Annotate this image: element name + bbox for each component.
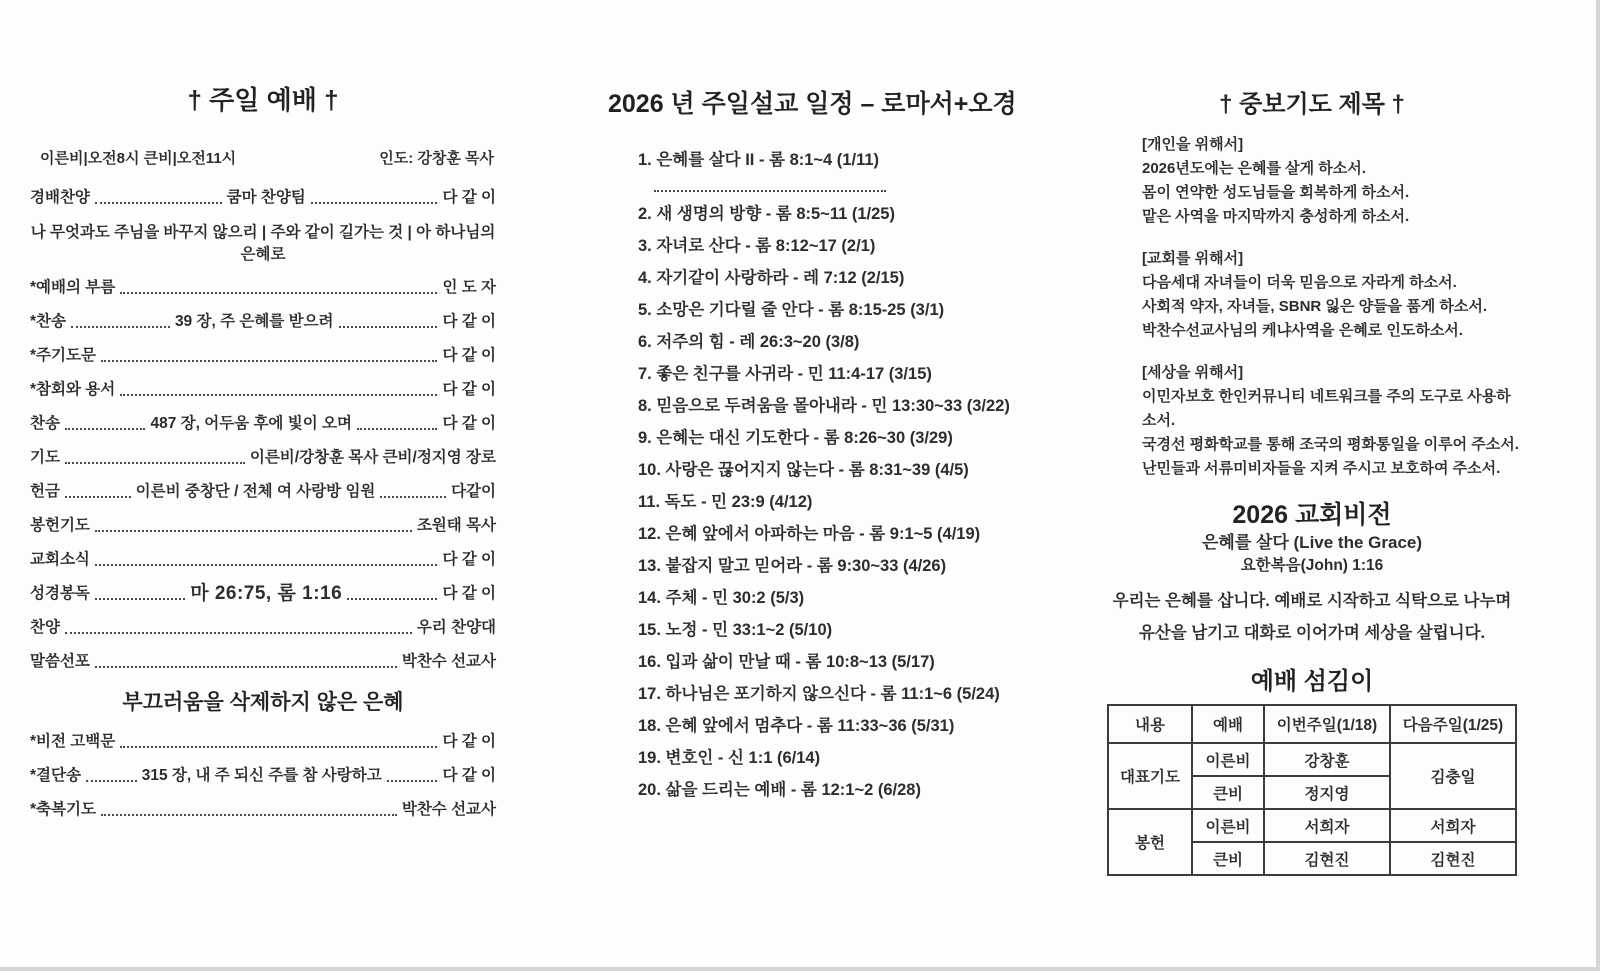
order-label: 헌금 (30, 483, 60, 500)
col-header-service: 예배 (1192, 705, 1264, 743)
order-label: 찬양 (30, 619, 60, 636)
prayer-section-heading: [개인을 위해서] (1142, 136, 1244, 153)
order-row (30, 732, 496, 752)
order-label: *축복기도 (30, 801, 96, 818)
order-assignee: 박찬수 선교사 (401, 653, 496, 670)
dotted-leader (95, 202, 222, 204)
dotted-leader (120, 292, 437, 294)
order-detail: 487 장, 어두움 후에 빛이 오며 (150, 415, 352, 432)
cell-group: 대표기도 (1108, 743, 1192, 809)
order-row (30, 766, 496, 786)
dotted-leader (387, 780, 438, 782)
order-label: 말씀선포 (30, 653, 90, 670)
order-label: 봉헌기도 (30, 517, 90, 534)
servers-table (1107, 704, 1517, 876)
prayer-line: 박찬수선교사님의 케냐사역을 은혜로 인도하소서. (1142, 322, 1463, 339)
dotted-leader (95, 564, 438, 566)
sermon-item: 8. 믿음으로 두려움을 몰아내라 - 민 13:30~33 (3/22) (638, 397, 1010, 415)
order-assignee: 다 같 이 (442, 415, 496, 432)
intercession-title: † 중보기도 제목 † (1219, 91, 1405, 118)
order-label: *결단송 (30, 767, 81, 784)
sermon-item: 7. 좋은 친구를 사귀라 - 민 11:4-17 (3/15) (638, 365, 932, 383)
dotted-leader (101, 360, 438, 362)
order-assignee: 다 같 이 (442, 313, 496, 330)
table-row (1108, 743, 1516, 776)
sermon-item: 13. 붙잡지 말고 믿어라 - 롬 9:30~33 (4/26) (638, 557, 947, 575)
order-row (30, 516, 496, 536)
order-detail: 315 장, 내 주 되신 주를 참 사랑하고 (141, 767, 382, 784)
order-assignee: 박찬수 선교사 (401, 801, 496, 818)
sermon-item: 4. 자기같이 사랑하라 - 레 7:12 (2/15) (638, 269, 905, 287)
prayer-section-world (1142, 361, 1524, 481)
worship-title: † 주일 예배 † (187, 85, 339, 115)
order-label: *찬송 (30, 313, 66, 330)
dotted-leader (65, 462, 245, 464)
cell-service: 이른비 (1192, 809, 1264, 842)
order-label: 교회소식 (30, 551, 90, 568)
dotted-leader (65, 496, 131, 498)
order-row-scripture (30, 584, 496, 604)
dotted-leader (347, 598, 437, 600)
sermon-item: 6. 저주의 힘 - 레 26:3~20 (3/8) (638, 333, 860, 351)
sermon-series-subtitle: 부끄러움을 삭제하지 않은 은혜 (122, 691, 404, 714)
sermon-item: 10. 사랑은 끊어지지 않는다 - 롬 8:31~39 (4/5) (638, 461, 969, 479)
order-assignee: 다 같 이 (442, 347, 496, 364)
col-header-this-week: 이번주일(1/18) (1264, 705, 1390, 743)
order-row (30, 618, 496, 638)
dotted-leader (120, 746, 437, 748)
sermon-item: 1. 은혜를 살다 II - 롬 8:1~4 (1/11) (638, 151, 879, 169)
sermon-item: 2. 새 생명의 방향 - 롬 8:5~11 (1/25) (638, 205, 895, 223)
prayer-section-personal (1142, 133, 1524, 229)
order-assignee: 다 같 이 (442, 551, 496, 568)
order-row (30, 414, 496, 434)
order-label: 성경봉독 (30, 585, 90, 602)
order-label: 찬송 (30, 415, 60, 432)
sermon-item: 15. 노정 - 민 33:1~2 (5/10) (638, 621, 833, 639)
dotted-leader (339, 326, 438, 328)
sermon-item: 17. 하나님은 포기하지 않으신다 - 롬 11:1~6 (5/24) (638, 685, 1000, 703)
vision-title: 2026 교회비전 (1232, 501, 1392, 529)
dotted-leader (120, 394, 437, 396)
order-row (30, 550, 496, 570)
order-row (30, 448, 496, 468)
prayer-line: 몸이 연약한 성도님들을 회복하게 하소서. (1142, 184, 1410, 201)
sermon-item: 5. 소망은 기다릴 줄 안다 - 롬 8:15-25 (3/1) (638, 301, 945, 319)
cell-group: 봉헌 (1108, 809, 1192, 875)
dotted-leader (357, 428, 438, 430)
order-assignee: 조원태 목사 (416, 517, 496, 534)
order-assignee: 다 같 이 (442, 381, 496, 398)
prayer-section-church (1142, 247, 1524, 343)
vision-subtitle: 은혜를 살다 (Live the Grace) (1201, 533, 1423, 552)
dotted-leader (95, 530, 412, 532)
order-row (30, 800, 496, 820)
cell-this-week: 김현진 (1264, 842, 1390, 875)
vision-verse: 요한복음(John) 1:16 (1240, 557, 1384, 574)
table-header-row (1108, 705, 1516, 743)
cell-service: 이른비 (1192, 743, 1264, 776)
dotted-leader (95, 598, 185, 600)
service-times-row (40, 147, 494, 168)
sermon-item: 9. 은혜는 대신 기도한다 - 롬 8:26~30 (3/29) (638, 429, 953, 447)
order-row (30, 380, 496, 400)
vision-statement-line: 유산을 남기고 대화로 이어가며 세상을 살립니다. (1138, 624, 1486, 642)
sermon-item: 3. 자녀로 산다 - 롬 8:12~17 (2/1) (638, 237, 876, 255)
order-label: *주기도문 (30, 347, 96, 364)
prayer-line: 다음세대 자녀들이 더욱 믿음으로 자라게 하소서. (1142, 274, 1457, 291)
order-detail: 39 장, 주 은혜를 받으려 (174, 313, 334, 330)
prayer-section-heading: [교회를 위해서] (1142, 250, 1244, 267)
cell-service: 큰비 (1192, 842, 1264, 875)
col-header-next-week: 다음주일(1/25) (1390, 705, 1516, 743)
dotted-leader (380, 496, 446, 498)
order-label: 기도 (30, 449, 60, 466)
order-row (30, 482, 496, 502)
order-label: *예배의 부름 (30, 279, 116, 296)
order-assignee: 다 같 이 (442, 189, 496, 206)
praise-song-titles: 나 무엇과도 주님을 바꾸지 않으리 | 주와 같이 길가는 것 | 아 하나님의 은혜로 (30, 224, 496, 263)
sermon-item: 12. 은혜 앞에서 아파하는 마음 - 롬 9:1~5 (4/19) (638, 525, 981, 543)
cell-this-week: 서희자 (1264, 809, 1390, 842)
col-header-content: 내용 (1108, 705, 1192, 743)
sermon-item: 20. 삶을 드리는 예배 - 롬 12:1~2 (6/28) (638, 781, 921, 799)
sermon-item: 16. 입과 삶이 만날 때 - 롬 10:8~13 (5/17) (638, 653, 935, 671)
cell-next-week: 서희자 (1390, 809, 1516, 842)
order-detail: 쿰마 찬양팀 (226, 189, 306, 206)
dotted-divider (654, 182, 886, 192)
order-assignee: 다 같 이 (442, 733, 496, 750)
prayer-line: 이민자보호 한인커뮤니티 네트워크를 주의 도구로 사용하소서. (1142, 388, 1511, 429)
service-leader: 인도: 강창훈 목사 (379, 150, 494, 167)
cell-this-week: 강창훈 (1264, 743, 1390, 776)
order-row (30, 278, 496, 298)
scripture-reference: 마 26:75, 롬 1:16 (190, 583, 343, 604)
service-times: 이른비|오전8시 큰비|오전11시 (40, 150, 237, 167)
dotted-leader (65, 428, 146, 430)
cell-next-week: 김충일 (1390, 743, 1516, 809)
sermon-item: 11. 독도 - 민 23:9 (4/12) (638, 493, 813, 511)
order-row (30, 188, 496, 208)
order-label: *비전 고백문 (30, 733, 116, 750)
order-label: 경배찬양 (30, 189, 90, 206)
order-row (30, 346, 496, 366)
order-label: *참회와 용서 (30, 381, 116, 398)
order-assignee: 우리 찬양대 (416, 619, 496, 636)
sermon-schedule-title: 2026 년 주일설교 일정 – 로마서+오경 (608, 90, 1017, 118)
order-assignee: 다같이 (451, 483, 496, 500)
sermon-item: 18. 은혜 앞에서 멈추다 - 롬 11:33~36 (5/31) (638, 717, 955, 735)
sermon-item: 14. 주체 - 민 30:2 (5/3) (638, 589, 805, 607)
order-assignee: 다 같 이 (442, 585, 496, 602)
order-row (30, 652, 496, 672)
order-row (30, 312, 496, 332)
dotted-leader (101, 814, 397, 816)
order-detail: 이른비 중창단 / 전체 여 사랑방 임원 (135, 483, 376, 500)
prayer-line: 사회적 약자, 자녀들, SBNR 잃은 양들을 품게 하소서. (1142, 298, 1487, 315)
servers-title: 예배 섬김이 (1250, 668, 1374, 695)
prayer-section-heading: [세상을 위해서] (1142, 364, 1244, 381)
order-assignee: 다 같 이 (442, 767, 496, 784)
order-assignee: 인 도 자 (442, 279, 496, 296)
sermon-schedule-section (608, 84, 1017, 812)
sermon-item: 19. 변호인 - 신 1:1 (6/14) (638, 749, 821, 767)
dotted-leader (95, 666, 397, 668)
cell-next-week: 김현진 (1390, 842, 1516, 875)
prayer-line: 난민들과 서류미비자들을 지켜 주시고 보호하여 주소서. (1142, 460, 1501, 477)
order-assignee: 이른비/강창훈 목사 큰비/정지영 장로 (249, 449, 496, 466)
prayer-line: 2026년도에는 은혜를 살게 하소서. (1142, 160, 1366, 177)
vision-statement-line: 우리는 은혜를 삽니다. 예배로 시작하고 식탁으로 나누며 (1112, 592, 1512, 610)
right-column (1100, 84, 1524, 876)
cell-service: 큰비 (1192, 776, 1264, 809)
dotted-leader (65, 632, 412, 634)
dotted-leader (71, 326, 170, 328)
prayer-line: 국경선 평화학교를 통해 조국의 평화통일을 이루어 주소서. (1142, 436, 1519, 453)
table-row (1108, 809, 1516, 842)
worship-order-section (30, 80, 496, 834)
dotted-leader (86, 780, 137, 782)
dotted-leader (311, 202, 438, 204)
cell-this-week: 정지영 (1264, 776, 1390, 809)
prayer-line: 맡은 사역을 마지막까지 충성하게 하소서. (1142, 208, 1410, 225)
